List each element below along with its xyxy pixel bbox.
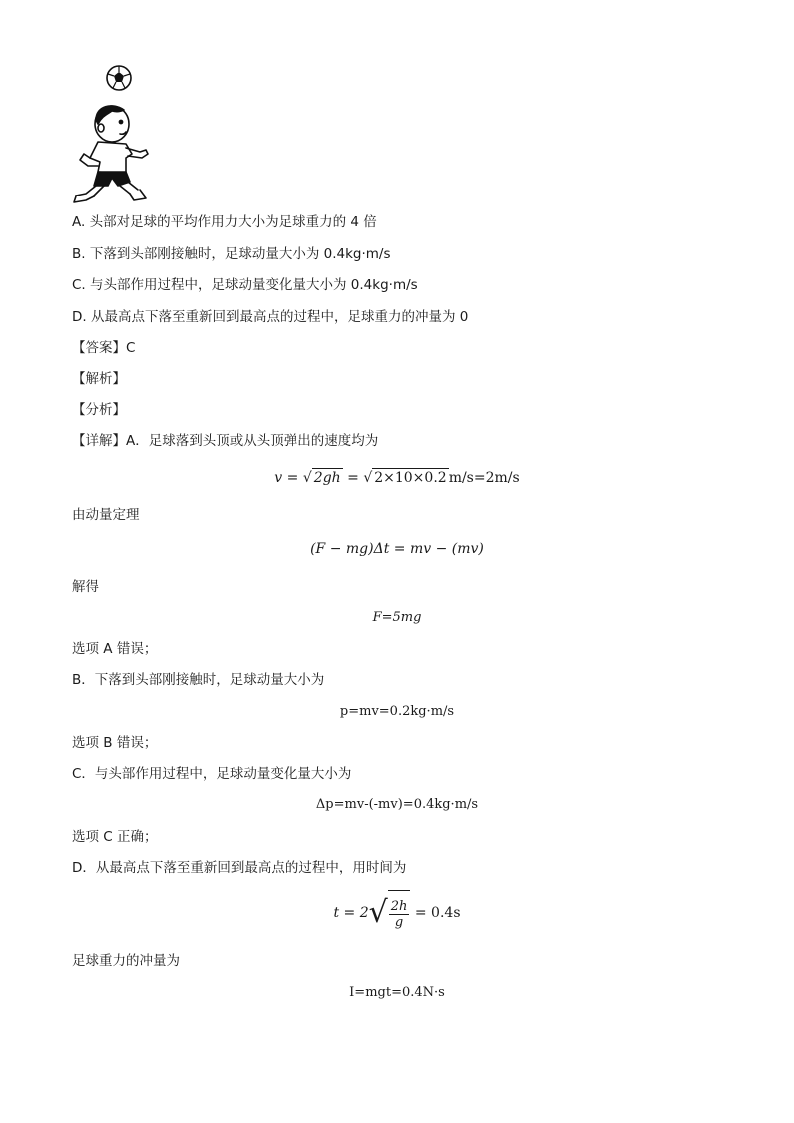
eq5-text: Δp=mv-(-mv)=0.4kg·m/s: [315, 797, 479, 812]
equation-momentum-change: [0, 796, 794, 814]
eq6-sqrt-symbol: √: [368, 895, 388, 930]
c-right-text: 选项 C 正确；: [72, 829, 158, 845]
soccer-ball-icon: [107, 66, 131, 90]
equation-momentum-p: [0, 703, 794, 721]
a-wrong-text: 选项 A 错误；: [72, 641, 158, 657]
boy-heading-ball-illustration: [68, 62, 158, 204]
eq6-lhs: t = 2: [333, 905, 369, 921]
eq7-text: I=mgt=0.4N·s: [349, 985, 445, 1000]
equation-momentum-theorem: [0, 540, 794, 558]
eq1-sqrt-symbol-2: √: [363, 470, 373, 486]
option-a: A. 头部对足球的平均作用力大小为足球重力的 4 倍: [72, 214, 377, 230]
eq4-text: p=mv=0.2kg·m/s: [339, 704, 455, 719]
solve-text: 解得: [72, 579, 99, 595]
eq6-denominator: g: [394, 914, 404, 930]
eq3-text: F=5mg: [372, 610, 422, 625]
eq1-radicand-2: 2×10×0.2: [374, 470, 447, 486]
eq2-rhs: = mv − (mv): [389, 541, 484, 557]
b-text: B．下落到头部刚接触时，足球动量大小为: [72, 672, 325, 688]
equation-force: [0, 609, 794, 627]
equation-impulse: [0, 984, 794, 1002]
option-b: B. 下落到头部刚接触时，足球动量大小为 0.4kg·m/s: [72, 246, 391, 262]
impulse-text: 足球重力的冲量为: [72, 953, 180, 969]
analysis-label: 【解析】: [72, 371, 126, 387]
eq1-equals-2: =: [342, 470, 364, 486]
eq1-radicand-1: 2gh: [313, 470, 341, 486]
boy-figure-icon: [74, 106, 148, 202]
eq1-tail: m/s=2m/s: [448, 470, 520, 486]
eq6-rhs: = 0.4s: [410, 905, 461, 921]
option-d: D. 从最高点下落至重新回到最高点的过程中，足球重力的冲量为 0: [72, 309, 469, 325]
fenxi-label: 【分析】: [72, 402, 126, 418]
detail-a-text: 【详解】A．足球落到头顶或从头顶弹出的速度均为: [72, 433, 379, 449]
d-text: D．从最高点下落至重新回到最高点的过程中，用时间为: [72, 860, 407, 876]
c-text: C．与头部作用过程中，足球动量变化量大小为: [72, 766, 352, 782]
eq1-equals-1: =: [282, 470, 303, 486]
option-c: C. 与头部作用过程中，足球动量变化量大小为 0.4kg·m/s: [72, 277, 418, 293]
equation-velocity: [0, 468, 794, 487]
eq6-numerator: 2h: [390, 898, 408, 914]
eq2-lhs: (F − mg)Δt: [310, 541, 390, 557]
equation-time: [0, 890, 794, 936]
momentum-theorem-text: 由动量定理: [72, 507, 140, 523]
eq1-sqrt-symbol: √: [302, 470, 312, 486]
eq1-lhs: v: [274, 470, 283, 486]
answer-label: 【答案】C: [72, 340, 136, 356]
b-wrong-text: 选项 B 错误；: [72, 735, 158, 751]
